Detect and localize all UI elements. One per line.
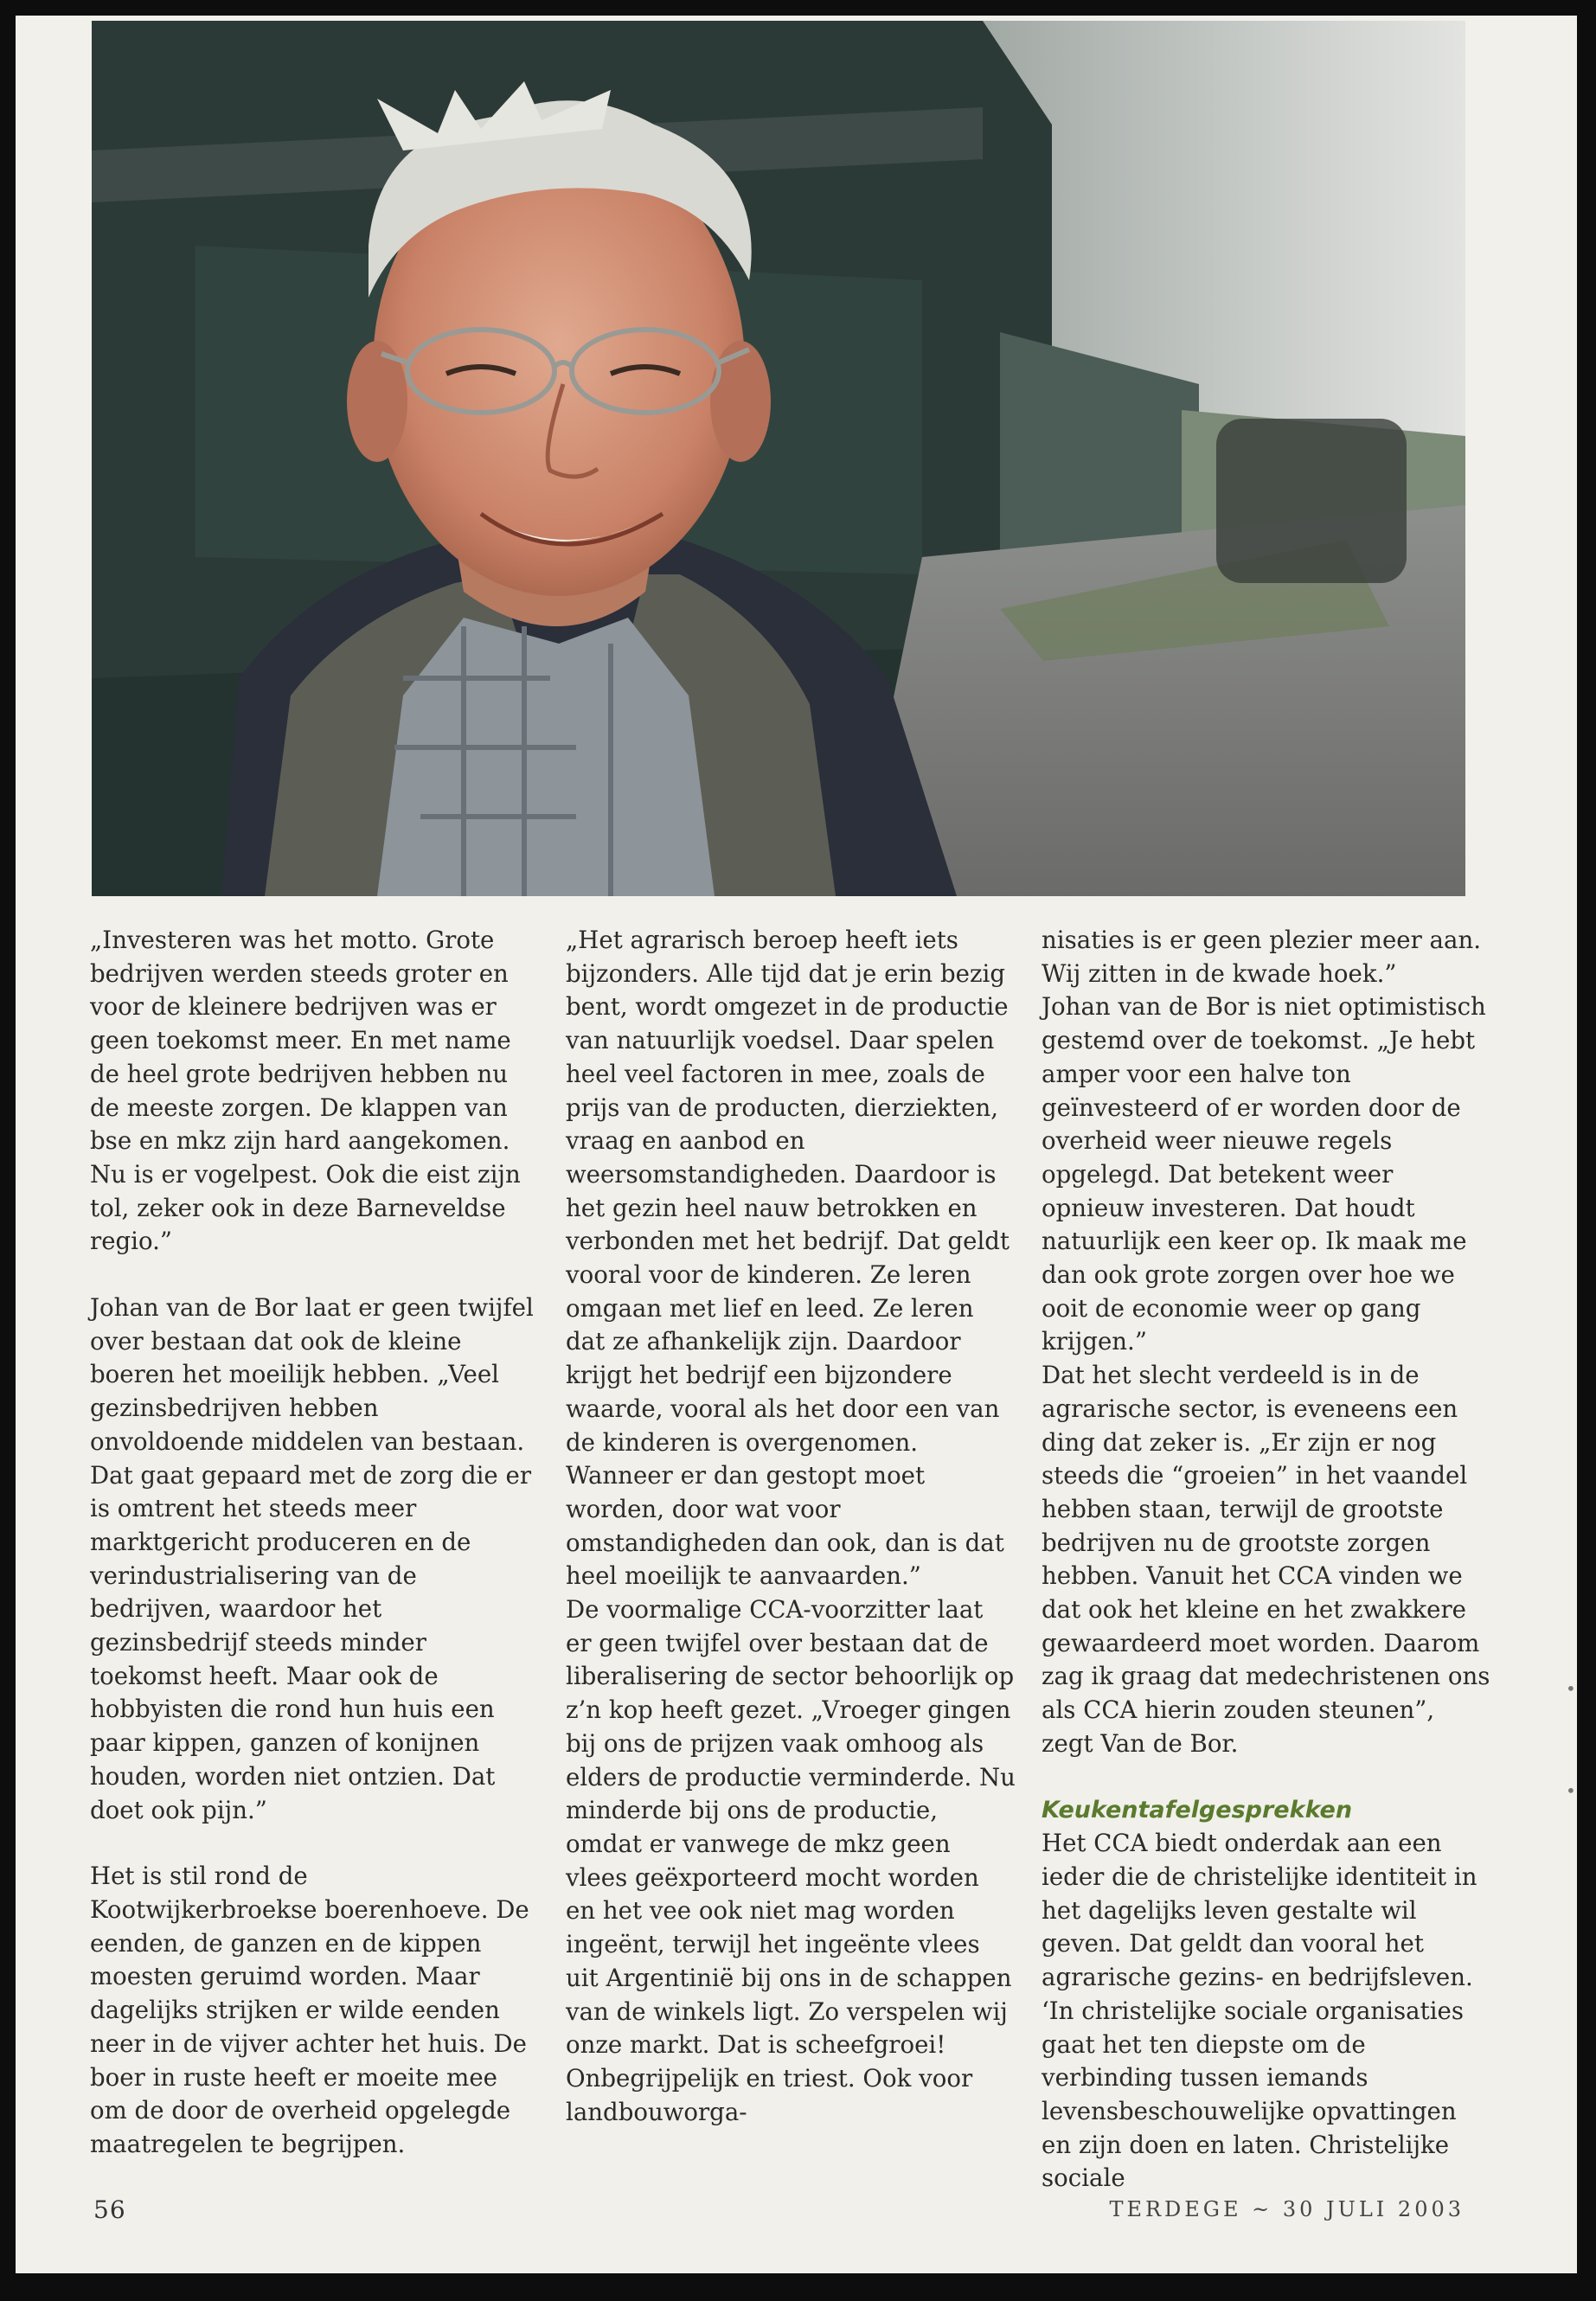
article-column-3 <box>1042 924 1491 2195</box>
col3-paragraph-3: Dat het slecht verdeeld is in de agrarische sector, is eveneens een ding dat zeker is. „Er zijn er nog steeds die “groeien” in het vaandel hebben staan, terwijl de grootste bedrijven nu de grootste zorgen hebben. Vanuit het CCA vinden we dat ook het kleine en het zwakkere gewaardeerd moet worden. Daarom zag ik graag dat medechristenen ons als CCA hierin zouden steunen”, zegt Van de Bor. <box>1042 1361 1490 1758</box>
farmer-portrait-illustration <box>92 21 1465 896</box>
col2-paragraph-1: „Het agrarisch beroep heeft iets bijzonders. Alle tijd dat je erin bezig bent, wordt omgezet in de productie van natuurlijk voedsel. Daar spelen heel veel factoren in mee, zoals de prijs van de producten, dierziekten, vraag en aanbod en weersomstandigheden. Daardoor is het gezin heel nauw betrokken en verbonden met het bedrijf. Dat geldt vooral voor de kinderen. Ze leren omgaan met lief en leed. Ze leren dat ze afhankelijk zijn. Daardoor krijgt het bedrijf een bijzondere waarde, vooral als het door een van de kinderen is overgenomen. Wanneer er dan gestopt moet worden, door wat voor omstandigheden dan ook, dan is dat heel moeilijk te aanvaarden.” <box>566 926 1010 1591</box>
article-column-1 <box>90 924 540 2162</box>
article-column-2 <box>566 924 1016 2129</box>
margin-dot: • <box>1566 1678 1576 1699</box>
magazine-page <box>16 16 1577 2273</box>
section-subheading: Keukentafelgesprekken <box>1042 1796 1353 1823</box>
col3-paragraph-1: nisaties is er geen plezier meer aan. Wij zitten in de kwade hoek.” <box>1042 926 1482 988</box>
margin-dot: • <box>1566 1780 1576 1801</box>
col3-paragraph-2: Johan van de Bor is niet optimistisch gestemd over de toekomst. „Je hebt amper voor een halve ton geïnvesteerd of er worden door de overheid weer nieuwe regels opgelegd. Dat betekent weer opnieuw investeren. Dat houdt natuurlijk een keer op. Ik maak me dan ook grote zorgen over hoe we ooit de economie weer op gang krijgen.” <box>1042 992 1486 1356</box>
col1-paragraph-3: Het is stil rond de Kootwijkerbroekse boerenhoeve. De eenden, de ganzen en de kippen moesten geruimd worden. Maar dagelijks strijken er wilde eenden neer in de vijver achter het huis. De boer in ruste heeft er moeite mee om de door de overheid opgelegde maatregelen te begrijpen. <box>90 1862 529 2158</box>
col1-paragraph-1: „Investeren was het motto. Grote bedrijven werden steeds groter en voor de kleinere bedrijven was er geen toekomst meer. En met name de heel grote bedrijven hebben nu de meeste zorgen. De klappen van bse en mkz zijn hard aangekomen. Nu is er vogelpest. Ook die eist zijn tol, zeker ook in deze Barneveldse regio.” <box>90 926 521 1256</box>
running-footer: TERDEGE ~ 30 JULI 2003 <box>1109 2197 1465 2221</box>
col2-paragraph-2: De voormalige CCA-voorzitter laat er geen twijfel over bestaan dat de liberalisering de sector behoorlijk op z’n kop heeft gezet. „Vroeger gingen bij ons de prijzen vaak omhoog als elders de productie verminderde. Nu minderde bij ons de productie, omdat er vanwege de mkz geen vlees geëxporteerd mocht worden en het vee ook niet mag worden ingeënt, terwijl het ingeënte vlees uit Argentinië bij ons in de schappen van de winkels ligt. Zo verspelen wij onze markt. Dat is scheefgroei! Onbegrijpelijk en triest. Ook voor landbouworga- <box>566 1595 1016 2126</box>
page-number: 56 <box>93 2195 126 2224</box>
portrait-photo <box>92 21 1465 896</box>
col3-paragraph-4: Het CCA biedt onderdak aan een ieder die de christelijke identiteit in het dagelijks leven gestalte wil geven. Dat geldt dan vooral het agrarische gezins- en bedrijfsleven. ‘In christelijke sociale organisaties gaat het ten diepste om de verbinding tussen iemands levensbeschouwelijke opvattingen en zijn doen en laten. Christelijke sociale <box>1042 1829 1477 2193</box>
col1-paragraph-2: Johan van de Bor laat er geen twijfel over bestaan dat ook de kleine boeren het moeilijk hebben. „Veel gezinsbedrijven hebben onvoldoende middelen van bestaan. Dat gaat gepaard met de zorg die er is omtrent het steeds meer marktgericht produceren en de verindustrialisering van de bedrijven, waardoor het gezinsbedrijf steeds minder toekomst heeft. Maar ook de hobbyisten die rond hun huis een paar kippen, ganzen of konijnen houden, worden niet ontzien. Dat doet ook pijn.” <box>90 1293 534 1824</box>
